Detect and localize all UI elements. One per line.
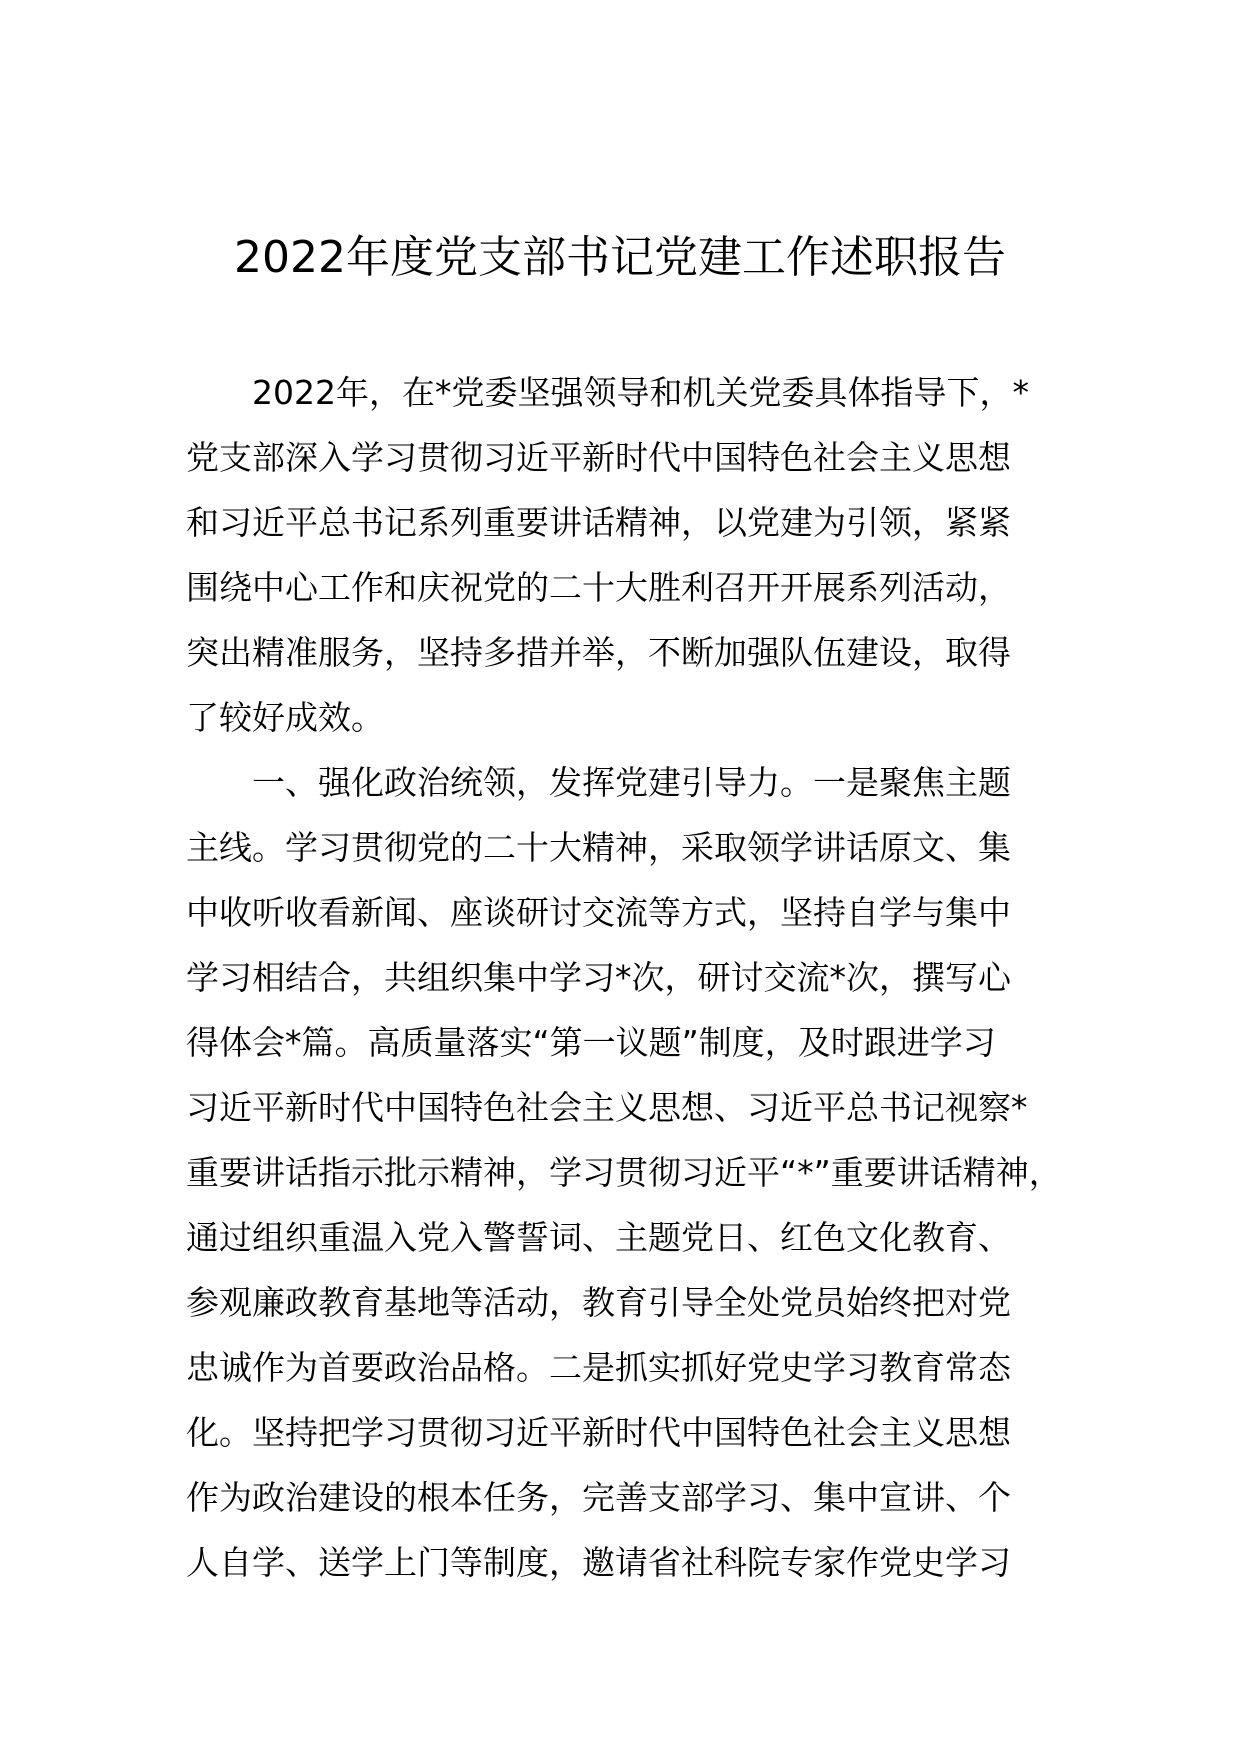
document-title: 2022年度党支部书记党建工作述职报告 [234, 232, 1006, 283]
paragraph-1-line-6: 了较好成效。 [186, 698, 384, 737]
paragraph-2-line-13: 人自学、送学上门等制度，邀请省社科院专家作党史学习 [186, 1543, 1011, 1582]
paragraph-1-line-5: 突出精准服务，坚持多措并举，不断加强队伍建设，取得 [186, 633, 1011, 672]
document-body [186, 360, 1186, 1595]
paragraph-1-line-3: 和习近平总书记系列重要讲话精神，以党建为引领，紧紧 [186, 503, 1011, 542]
paragraph-2-line-7: 重要讲话指示批示精神，学习贯彻习近平“*”重要讲话精神， [186, 1153, 1062, 1192]
paragraph-2-line-3: 中收听收看新闻、座谈研讨交流等方式，坚持自学与集中 [186, 893, 1011, 932]
paragraph-2-line-4: 学习相结合，共组织集中学习*次，研讨交流*次，撰写心 [186, 958, 1011, 997]
paragraph-2-line-10: 忠诚作为首要政治品格。二是抓实抓好党史学习教育常态 [186, 1348, 1011, 1387]
paragraph-2-line-2: 主线。学习贯彻党的二十大精神，采取领学讲话原文、集 [186, 828, 1011, 867]
paragraph-2-line-5: 得体会*篇。高质量落实“第一议题”制度，及时跟进学习 [186, 1023, 996, 1062]
paragraph-1-line-4: 围绕中心工作和庆祝党的二十大胜利召开开展系列活动， [186, 568, 1011, 607]
paragraph-2-line-6: 习近平新时代中国特色社会主义思想、习近平总书记视察* [186, 1088, 1028, 1127]
paragraph-2-line-11: 化。坚持把学习贯彻习近平新时代中国特色社会主义思想 [186, 1413, 1011, 1452]
paragraph-2-line-1: 一、强化政治统领，发挥党建引导力。一是聚焦主题 [252, 763, 1011, 802]
paragraph-2-line-8: 通过组织重温入党入警誓词、主题党日、红色文化教育、 [186, 1218, 1011, 1257]
paragraph-2-line-9: 参观廉政教育基地等活动，教育引导全处党员始终把对党 [186, 1283, 1011, 1322]
paragraph-1-line-2: 党支部深入学习贯彻习近平新时代中国特色社会主义思想 [186, 438, 1011, 477]
paragraph-2-line-12: 作为政治建设的根本任务，完善支部学习、集中宣讲、个 [186, 1478, 1011, 1517]
paragraph-1-line-1: 2022年，在*党委坚强领导和机关党委具体指导下，* [252, 373, 1029, 412]
